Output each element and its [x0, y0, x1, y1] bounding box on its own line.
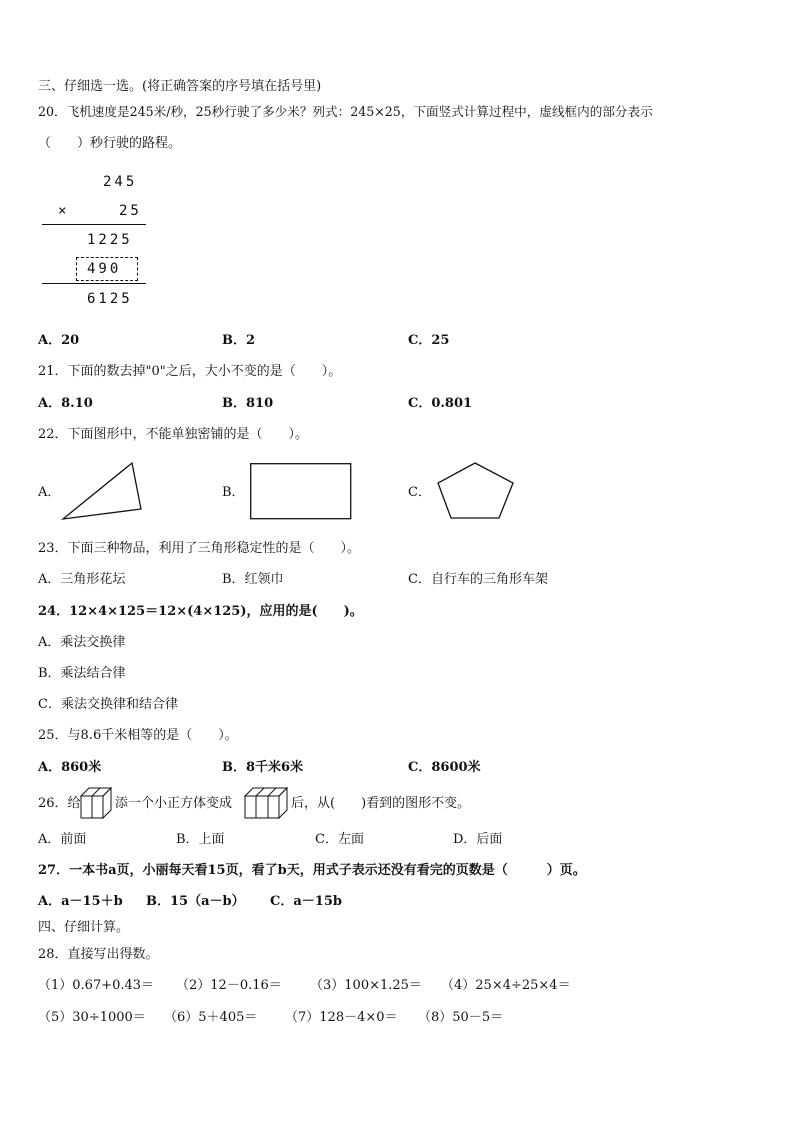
q21-option-a[interactable]: A．8.10	[38, 396, 93, 411]
question-27-text: 27．一本书a页，小丽每天看15页，看了b天，用式子表示还没有看完的页数是（ ）页。	[38, 863, 586, 878]
calc-item-3: （3）100×1.25＝	[310, 978, 422, 993]
calc-item-6: （6）5＋405＝	[164, 1010, 258, 1025]
q25-option-a[interactable]: A．860米	[38, 760, 102, 775]
q20-option-b[interactable]: B．2	[222, 333, 256, 348]
q24-option-b[interactable]: B．乘法结合律	[38, 666, 126, 681]
question-26-text-c: 后，从( )看到的图形不变。	[291, 796, 471, 811]
q20-option-a[interactable]: A．20	[38, 333, 80, 348]
calc-item-7: （7）128－4×0＝	[285, 1010, 398, 1025]
section-title-3: 三、仔细选一选。(将正确答案的序号填在括号里)	[38, 79, 322, 94]
q26-option-c[interactable]: C．左面	[315, 832, 364, 847]
q23-option-a[interactable]: A．三角形花坛	[38, 572, 126, 587]
triangle-shape	[62, 462, 142, 520]
calc-multiplicand: 245	[103, 174, 138, 190]
question-23-text: 23．下面三种物品，利用了三角形稳定性的是（ ）。	[38, 541, 361, 556]
calc-item-1: （1）0.67+0.43＝	[38, 978, 155, 993]
calc-item-4: （4）25×4÷25×4＝	[441, 978, 571, 993]
question-25-text: 25．与8.6千米相等的是（ ）。	[38, 728, 238, 743]
q23-option-c[interactable]: C．自行车的三角形车架	[408, 572, 548, 587]
calc-item-5: （5）30÷1000＝	[38, 1010, 146, 1025]
q21-option-c[interactable]: C．0.801	[408, 396, 473, 411]
question-20-text-2: （ ）秒行驶的路程。	[38, 136, 182, 151]
three-cubes-icon	[244, 787, 288, 819]
rectangle-shape	[250, 463, 352, 520]
calc-multiplier: 25	[119, 203, 142, 219]
question-26-text-a: 26．给	[38, 796, 81, 811]
q22-option-c[interactable]: C．	[408, 485, 431, 500]
two-cubes-icon	[80, 787, 112, 819]
question-20-text: 20．飞机速度是245米/秒，25秒行驶了多少米？列式：245×25，下面竖式计算过程中，虚线框内的部分表示	[38, 104, 653, 119]
question-22-text: 22．下面图形中，不能单独密铺的是（ ）。	[38, 427, 309, 442]
section-title-4: 四、仔细计算。	[38, 920, 130, 935]
calc-item-2: （2）12－0.16＝	[176, 978, 282, 993]
calc-partial-2: 490	[87, 261, 122, 277]
q20-option-c[interactable]: C．25	[408, 333, 450, 348]
q21-option-b[interactable]: B．810	[222, 396, 274, 411]
q25-option-c[interactable]: C．8600米	[408, 760, 481, 775]
pentagon-shape	[437, 462, 515, 520]
q26-option-a[interactable]: A．前面	[38, 832, 87, 847]
question-21-text: 21．下面的数去掉"0"之后，大小不变的是（ ）。	[38, 364, 342, 379]
q24-option-c[interactable]: C．乘法交换律和结合律	[38, 697, 178, 712]
question-28-text: 28．直接写出得数。	[38, 947, 159, 962]
q26-option-d[interactable]: D．后面	[453, 832, 503, 847]
calc-item-8: （8）50－5＝	[418, 1010, 504, 1025]
q25-option-b[interactable]: B．8千米6米	[222, 760, 304, 775]
q22-option-a[interactable]: A．	[38, 485, 61, 500]
calc-line-1	[42, 224, 146, 225]
q23-option-b[interactable]: B．红领巾	[222, 572, 284, 587]
multiply-sign: ×	[58, 203, 70, 219]
q27-option-a[interactable]: A．a－15＋b	[38, 894, 123, 909]
calc-partial-1: 1225	[87, 232, 133, 248]
question-26-text-b: 添一个小正方体变成	[115, 796, 233, 811]
q27-option-b[interactable]: B．15（a－b）	[146, 894, 245, 909]
q27-option-c[interactable]: C．a－15b	[270, 894, 342, 909]
calc-result: 6125	[87, 291, 133, 307]
q24-option-a[interactable]: A．乘法交换律	[38, 635, 126, 650]
calc-line-2	[42, 283, 146, 284]
q26-option-b[interactable]: B．上面	[176, 832, 225, 847]
q22-option-b[interactable]: B．	[222, 485, 245, 500]
question-24-text: 24．12×4×125＝12×(4×125)，应用的是( )。	[38, 604, 363, 619]
